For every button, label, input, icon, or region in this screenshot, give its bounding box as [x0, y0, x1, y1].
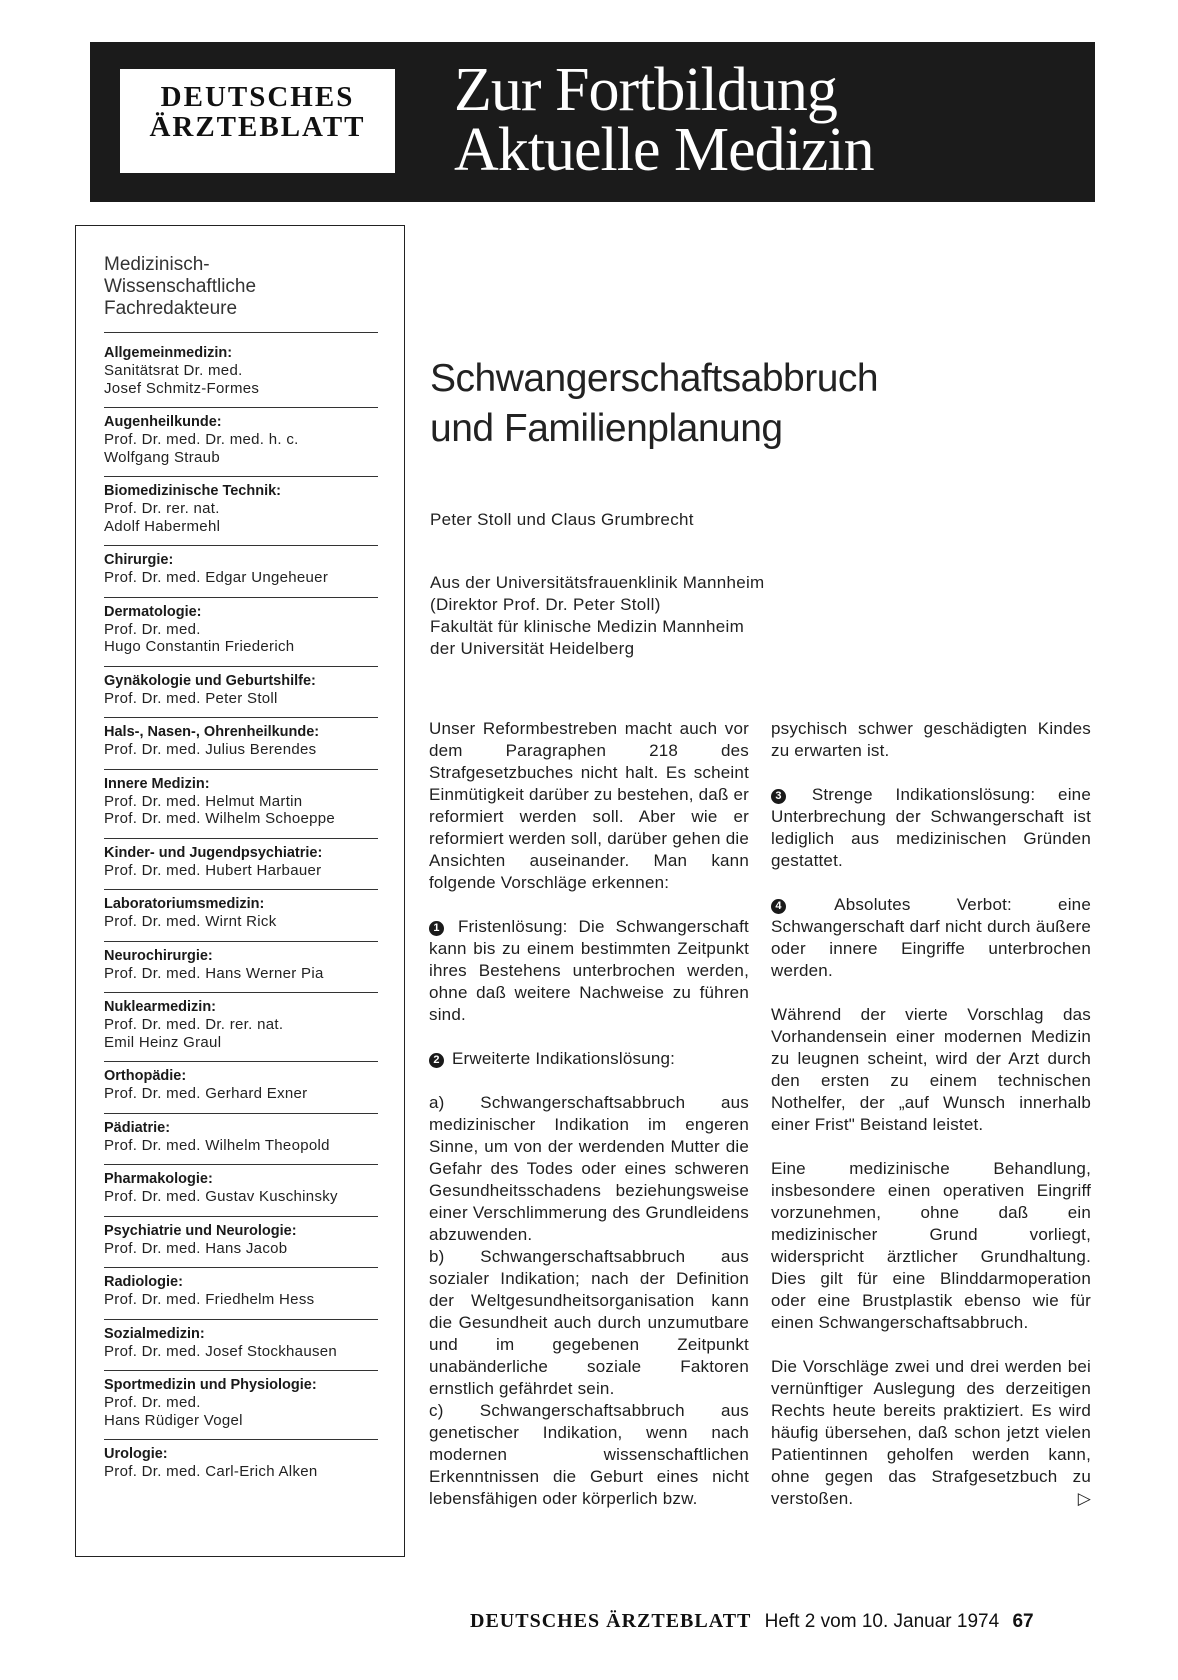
editor-name: Wolfgang Straub: [104, 448, 220, 466]
editor-specialty: Allgemeinmedizin:: [104, 345, 233, 361]
editor-name: Josef Schmitz-Formes: [104, 379, 260, 397]
editor-specialty: Pharmakologie:: [104, 1171, 213, 1187]
proposal-text: Erweiterte Indikationslösung:: [451, 1049, 676, 1068]
journal-logo: [120, 69, 395, 173]
footer-issue: Heft 2 vom 10. Januar 1974: [764, 1611, 1000, 1632]
article-title: [430, 354, 878, 454]
body-paragraph: [429, 916, 749, 1026]
editor-entry: [104, 598, 378, 667]
number-4-icon: 4: [771, 899, 786, 914]
body-paragraph: c) Schwangerschaftsabbruch aus genetischer Indikation, wenn nach modernen wissenschaftlichen Erkenntnissen die Geburt eines nicht lebensfähigen oder körperlich bzw.: [429, 1401, 749, 1508]
editor-specialty: Psychiatrie und Neurologie:: [104, 1222, 297, 1239]
article-affiliation: [430, 572, 765, 660]
continue-arrow-icon: ▷: [1077, 1489, 1091, 1508]
affiliation-line: (Direktor Prof. Dr. Peter Stoll): [430, 595, 661, 614]
affiliation-line: der Universität Heidelberg: [430, 639, 635, 658]
editor-specialty: Nuklearmedizin:: [104, 999, 216, 1015]
editor-entry: [104, 408, 378, 477]
editor-name: Emil Heinz Graul: [104, 1033, 222, 1051]
body-paragraph: psychisch schwer geschädigten Kindes zu erwarten ist.: [771, 719, 1091, 760]
editor-name: Prof. Dr. med. Wilhelm Schoeppe: [104, 810, 336, 827]
editor-entry: [104, 477, 378, 546]
body-paragraph: Eine medizinische Behandlung, insbesondere einen operativen Eingriff vorzunehmen, ohne daß ein medizinischer Grund vorliegt, widerspricht ärztlicher Grundhaltung. Dies gilt für eine Blinddarmoperation oder eine Brustplastik ebenso wie für einen Schwangerschaftsabbruch.: [771, 1159, 1091, 1332]
article-title-line-2: und Familienplanung: [430, 407, 783, 450]
editor-name: Prof. Dr. med. Hans Jacob: [104, 1239, 288, 1257]
editor-name: Prof. Dr. med. Julius Berendes: [104, 741, 317, 758]
editors-sidebar: [75, 225, 405, 1557]
editor-specialty: Chirurgie:: [104, 552, 174, 568]
editor-name: Prof. Dr. rer. nat.: [104, 500, 220, 517]
editor-entry: [104, 1217, 378, 1269]
editor-name: Prof. Dr. med. Friedhelm Hess: [104, 1291, 315, 1308]
editor-entry: [104, 1165, 378, 1217]
editor-specialty: Biomedizinische Technik:: [104, 483, 281, 499]
logo-line-2: ÄRZTEBLATT: [149, 111, 366, 143]
body-paragraph: Unser Reformbestreben macht auch vor dem Paragraphen 218 des Strafgesetzbuches nicht halt. Es scheint Einmütigkeit darüber zu bestehen, daß er reformiert werden soll. Aber wie er reformiert werden soll, darüber gehen die Ansichten auseinander. Man kann folgende Vorschläge erkennen:: [429, 719, 749, 892]
affiliation-line: Aus der Universitätsfrauenklinik Mannheim: [430, 573, 765, 592]
logo-line-1: DEUTSCHES: [160, 81, 355, 113]
editor-specialty: Pädiatrie:: [104, 1119, 171, 1136]
body-paragraph: [429, 1048, 749, 1070]
editor-specialty: Radiologie:: [104, 1274, 183, 1290]
editor-entry: [104, 993, 378, 1062]
editor-entry: [104, 1371, 378, 1440]
affiliation-line: Fakultät für klinische Medizin Mannheim: [430, 617, 745, 636]
editor-entry: [104, 770, 378, 839]
editor-name: Prof. Dr. med. Wirnt Rick: [104, 913, 277, 930]
proposal-text: Strenge Indikationslösung: eine Unterbrechung der Schwangerschaft ist lediglich aus medizinischen Gründen gestattet.: [771, 785, 1091, 870]
editor-entry: [104, 1320, 378, 1372]
article-title-line-1: Schwangerschaftsabbruch: [430, 357, 879, 400]
editor-name: Prof. Dr. med. Gustav Kuschinsky: [104, 1188, 338, 1205]
editor-name: Prof. Dr. med. Dr. med. h. c.: [104, 431, 299, 448]
editor-name: Prof. Dr. med. Peter Stoll: [104, 689, 278, 707]
editor-entry: [104, 942, 378, 994]
editor-specialty: Gynäkologie und Geburtshilfe:: [104, 672, 316, 689]
body-paragraph: Während der vierte Vorschlag das Vorhandensein einer modernen Medizin zu leugnen scheint, wird der Arzt durch den ersten zu einem technischen Nothelfer, der „auf Wunsch innerhalb einer Frist" Beistand leistet.: [771, 1005, 1091, 1134]
masthead-banner: [90, 42, 1095, 202]
editor-specialty: Kinder- und Jugendpsychiatrie:: [104, 844, 323, 861]
editor-entry: [104, 890, 378, 942]
editor-specialty: Laboratoriumsmedizin:: [104, 896, 265, 912]
editor-specialty: Urologie:: [104, 1446, 168, 1462]
text-column-1: [429, 718, 749, 1510]
editor-name: Prof. Dr. med. Hans Werner Pia: [104, 964, 324, 982]
body-paragraph: [771, 1356, 1091, 1510]
editor-name: Prof. Dr. med. Carl-Erich Alken: [104, 1463, 318, 1480]
body-paragraph: a) Schwangerschaftsabbruch aus medizinischer Indikation im engeren Sinne, um von der werdenden Mutter die Gefahr des Todes oder eines schweren Gesundheitsschadens beziehungsweise einer Verschlimmerung des Grundleidens abzuwenden.: [429, 1093, 749, 1244]
editor-specialty: Innere Medizin:: [104, 775, 210, 792]
sidebar-heading-line: Fachredakteure: [104, 298, 238, 319]
editor-name: Prof. Dr. med.: [104, 620, 201, 638]
proposal-text: Fristenlösung: Die Schwangerschaft kann bis zu einem bestimmten Zeitpunkt ihres Bestehens unterbrochen werden, ohne daß weitere Nachweise zu führen sind.: [429, 917, 749, 1024]
editors-list: [104, 339, 378, 1491]
editor-specialty: Sportmedizin und Physiologie:: [104, 1377, 317, 1393]
proposal-text: Die Vorschläge zwei und drei werden bei vernünftiger Auslegung des derzeitigen Rechts heute bereits praktiziert. Es wird häufig übersehen, daß schon jetzt vielen Patientinnen geholfen werden kann, ohne gegen das Strafgesetzbuch zu verstoßen.: [771, 1357, 1091, 1508]
editor-entry: [104, 1268, 378, 1320]
editor-name: Prof. Dr. med. Wilhelm Theopold: [104, 1136, 330, 1154]
article-authors: Peter Stoll und Claus Grumbrecht: [430, 510, 694, 529]
editor-name: Prof. Dr. med.: [104, 1394, 201, 1411]
editor-name: Hugo Constantin Friederich: [104, 638, 295, 655]
editor-entry: [104, 339, 378, 408]
sidebar-heading-line: Wissenschaftliche: [104, 276, 257, 297]
editor-name: Prof. Dr. med. Hubert Harbauer: [104, 861, 322, 879]
editor-name: Prof. Dr. med. Josef Stockhausen: [104, 1342, 338, 1360]
number-2-icon: 2: [429, 1053, 444, 1068]
editor-specialty: Sozialmedizin:: [104, 1325, 205, 1342]
editor-entry: [104, 546, 378, 598]
page-footer: [470, 1610, 1034, 1633]
editor-specialty: Augenheilkunde:: [104, 414, 222, 430]
editor-entry: [104, 1062, 378, 1114]
editor-name: Prof. Dr. med. Gerhard Exner: [104, 1085, 308, 1102]
number-1-icon: 1: [429, 921, 444, 936]
editor-specialty: Neurochirurgie:: [104, 947, 213, 964]
editor-specialty: Orthopädie:: [104, 1068, 187, 1084]
section-title-line-2: Aktuelle Medizin: [454, 116, 874, 184]
editor-name: Prof. Dr. med. Edgar Ungeheuer: [104, 569, 329, 586]
text-column-2: [771, 718, 1091, 1510]
editor-entry: [104, 718, 378, 770]
editor-specialty: Hals-, Nasen-, Ohrenheilkunde:: [104, 724, 320, 740]
body-paragraph: b) Schwangerschaftsabbruch aus sozialer Indikation; nach der Definition der Weltgesundheitsorganisation kann die Gesundheit auch durch unzumutbare und im gegebenen Zeitpunkt unabänderliche soziale Faktoren ernstlich gefährdet sein.: [429, 1247, 749, 1398]
editor-specialty: Dermatologie:: [104, 603, 202, 620]
editor-entry: [104, 839, 378, 891]
number-3-icon: 3: [771, 789, 786, 804]
section-title-line-1: Zur Fortbildung: [454, 56, 837, 124]
editor-name: Prof. Dr. med. Helmut Martin: [104, 792, 303, 810]
footer-journal-name: DEUTSCHES ÄRZTEBLATT: [470, 1610, 752, 1632]
editor-entry: [104, 667, 378, 719]
sidebar-heading-line: Medizinisch-: [104, 254, 210, 275]
sidebar-heading: [104, 254, 378, 333]
editor-name: Sanitätsrat Dr. med.: [104, 362, 243, 379]
body-paragraph: [771, 894, 1091, 982]
editor-entry: [104, 1440, 378, 1491]
editor-name: Hans Rüdiger Vogel: [104, 1411, 243, 1429]
editor-entry: [104, 1114, 378, 1166]
editor-name: Adolf Habermehl: [104, 517, 221, 535]
editor-name: Prof. Dr. med. Dr. rer. nat.: [104, 1016, 284, 1033]
proposal-text: Absolutes Verbot: eine Schwangerschaft darf nicht durch äußere oder innere Eingriffe unterbrochen werden.: [771, 895, 1091, 980]
body-paragraph: [771, 784, 1091, 872]
section-title: [454, 56, 874, 184]
page-number: 67: [1012, 1611, 1034, 1632]
